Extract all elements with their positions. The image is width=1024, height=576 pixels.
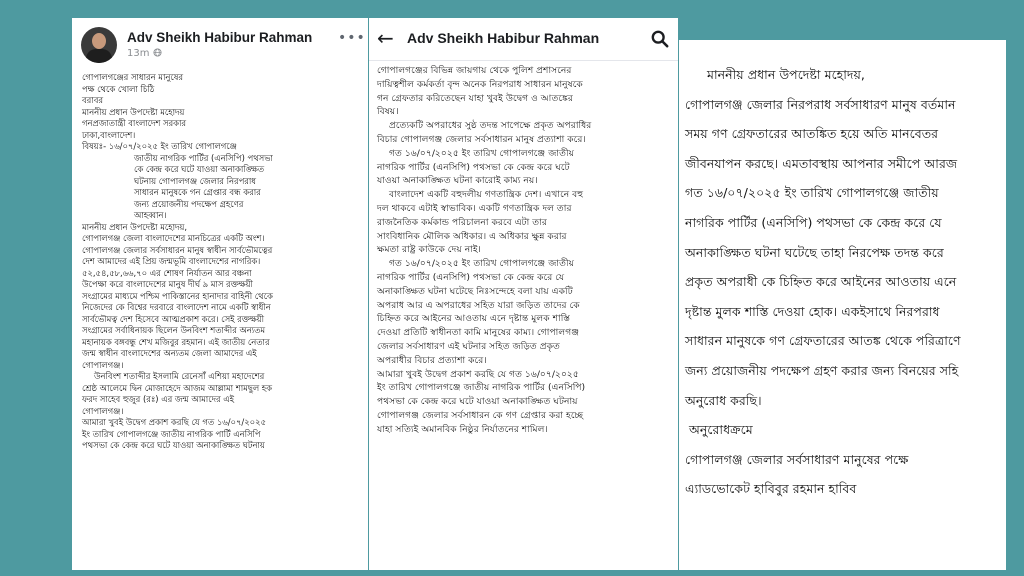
post-text-line: মাননীয় প্রধান উপদেষ্টা মহোদয়, <box>82 221 188 232</box>
post-text-line: গোপালগঞ্জ জেলা বাংলাদেশের মানচিত্রের একটি অংশ। <box>82 233 265 243</box>
viewer-text-line: অনাকাঙ্ক্ষিত ঘটনা ঘটেছে নিঃসন্দেহে বলা যায় একটি <box>377 285 573 297</box>
letter-panel <box>679 40 1006 570</box>
viewer-text-line: বিষয়। <box>377 106 399 118</box>
viewer-text-line: জেলার সর্বসাধারণ এই ঘটনার সহিত জড়িত প্রকৃত <box>377 340 560 352</box>
post-meta <box>127 48 162 59</box>
viewer-text-line: পথসভা কে কেন্দ্র করে ঘটে যাওয়া অনাকাঙ্ক্ষিত ঘটনায় <box>377 396 578 408</box>
viewer-text-line: দেওয়া প্রতিটি স্বাধীনতা কামি মানুষের কাম্য। গোপালগঞ্জ <box>377 327 580 339</box>
letter-text-line: প্রকৃত অপরাধী কে চিহ্নিত করে আইনের আওতায় এনে <box>685 274 957 290</box>
letter-body-text <box>685 60 1006 504</box>
viewer-text-line: গন গ্রেফতার করিতেছেন যাহা খুবই উদ্বেগ ও আতঙ্কের <box>377 92 573 104</box>
globe-icon <box>153 48 162 59</box>
letter-text-line: জন্য প্রয়োজনীয় পদক্ষেপ গ্রহণ করার জন্য বিনয়ের সহি <box>685 362 959 378</box>
post-text-line: গোপালগঞ্জ। <box>82 405 124 416</box>
viewer-text-line: অপরাধীর বিচার প্রত্যাশা করে। <box>377 354 487 366</box>
post-text-line: জাতীয় নাগরিক পার্টির (এনসিপি) পথসভা <box>134 152 273 163</box>
avatar[interactable] <box>81 27 117 63</box>
post-text-line: গোপালগঞ্জ জেলার সর্বসাধারন মানুষ স্বাধীন সার্বভৌমত্বের <box>82 244 273 255</box>
viewer-text-line: বাংলাদেশ একটি বহুদলীয় গণতান্ত্রিক দেশ। এখানে বহু <box>389 189 584 201</box>
post-text-line: দেশ আমাদের এই প্রিয় জন্মভূমি বাংলাদেশের নাগরিক। <box>82 256 261 266</box>
post-text-line: পক্ষ থেকে খোলা চিঠি <box>82 83 155 94</box>
letter-text-line: অনুরোধক্রমে <box>689 422 753 438</box>
post-text-line: সাধারন মানুষকে গন গ্রেপ্তার বন্ধ করার <box>134 187 261 197</box>
viewer-text-line: রাজনৈতিক কর্মকান্ড পরিচালনা করবে এটা তার <box>377 216 547 228</box>
viewer-text-line: ক্ষমতা রাষ্ট্র কাউকে দেয় নাই। <box>377 244 481 256</box>
post-text-line: শ্রেষ্ঠ আলেমে দ্বিন মোজাহেদে আজম আল্লামা শামছুল হক <box>82 382 273 393</box>
viewer-text-line: অপরাধ আর এ অপরাধের সহিত যারা জড়িত তাদের কে <box>377 299 580 311</box>
post-text-line: গোপালগঞ্জের সাধারন মানুষের <box>82 72 183 82</box>
post-text-line: জন্ম স্বাধীন বাংলাদেশের অন্যতম জেলা আমাদের এই <box>82 348 257 358</box>
viewer-text-line: যাহা সত্যিই অমানবিক নিষ্ঠুর নির্যাতনের শামিল। <box>377 423 548 435</box>
viewer-text-line: গত ১৬/০৭/২০২৫ ইং তারিখ গোপালগঞ্জে জাতীয় <box>389 147 575 159</box>
avatar-face <box>92 33 106 49</box>
letter-text-line: জীবনযাপন করছে। এমতাবস্থায় আপনার সমীপে আরজ <box>685 155 958 171</box>
post-time[interactable]: 13m <box>127 48 150 59</box>
viewer-text-line: নাগরিক পার্টির (এনসিপি) পথসভা কে কেন্দ্র করে যে <box>377 271 565 283</box>
viewer-text-line: চিহ্নিত করে আইনের আওতায় এনে দৃষ্টান্ত মুলক শাস্তি <box>377 313 570 325</box>
post-text-line: ৫২,৫৪,৫৮,৬৬,৭০ এর শোষণ নির্যাতন আর বঞ্চনা <box>82 267 252 278</box>
post-author-name[interactable]: Adv Sheikh Habibur Rahman <box>127 30 313 45</box>
viewer-topbar <box>369 18 678 61</box>
post-text-line: বরাবর <box>82 95 103 105</box>
post-body-text <box>82 72 364 452</box>
viewer-text-line: বিচার গোপালগঞ্জ জেলার সর্বসাধারন মানুষ প্রত্যাশা করে। <box>377 133 586 145</box>
viewer-text-line: দায়িত্বশীল কর্মকর্তা বৃন্দ অনেক নিরপরাধ সাধারন মানুষকে <box>377 78 583 90</box>
viewer-text-line: গোপালগঞ্জ জেলার সর্বসাধারন কে গণ গ্রেপ্তার করা হচ্ছে <box>377 409 584 421</box>
post-text-line: সার্বভৌমত্ব দেশ হিসেবে আত্মপ্রকাশ করে। সেই রক্তক্ষয়ী <box>82 313 264 324</box>
viewer-panel <box>369 18 678 570</box>
post-text-line: উনবিংশ শতাব্দীর ইসলামি রেনেসাঁ এশিয়া মহাদেশের <box>94 371 265 381</box>
letter-text-line: মাননীয় প্রধান উপদেষ্টা মহোদয়, <box>707 67 865 82</box>
search-icon[interactable] <box>651 30 669 48</box>
viewer-text-line: আমারা খুবই উদ্বেগ প্রকাশ করছি যে গত ১৬/০৭/২০২৫ <box>377 368 579 380</box>
viewer-text-line: দল থাকবে এটাই স্বাভাবিক। একটি গণতান্ত্রিক দল তার <box>377 202 572 214</box>
letter-text-line: গত ১৬/০৭/২০২৫ ইং তারিখ গোপালগঞ্জে জাতীয় <box>685 185 939 201</box>
post-text-line: বিষয়ঃ- ১৬/০৭/২০২৫ ইং তারিখ গোপালগঞ্জে <box>82 141 237 151</box>
post-text-line: ঢাকা,বাংলাদেশ। <box>82 129 136 140</box>
post-text-line: গনপ্রজাতান্ত্রী বাংলাদেশ সরকার <box>82 118 187 128</box>
viewer-text-line: প্রত্যেকটি অপরাধের সুষ্ঠ তদন্ত সাপেক্ষে প্রকৃত অপরাধির <box>389 120 592 132</box>
letter-text-line: দৃষ্টান্ত মুলক শাস্তি দেওয়া হোক। একইসাথে নিরপরাধ <box>685 303 940 319</box>
viewer-text-line: যাওয়া অনাকাঙ্ক্ষিত ঘটনা কারোই কাম্য নয়। <box>377 175 538 187</box>
viewer-text-line: গোপালগঞ্জের বিভিন্ন জায়গায় থেকে পুলিশ প্রশাসনের <box>377 65 572 76</box>
viewer-text-line: নাগরিক পার্টির (এনসিপি) পথসভা কে কেন্দ্র করে ঘটে <box>377 161 570 173</box>
post-text-line: মহানায়ক বঙ্গবন্ধু শেখ মজিবুর রহমান। এই জাতীয় নেতার <box>82 336 270 347</box>
letter-text-line: অনুরোধ করছি। <box>685 392 762 408</box>
post-text-line: ঘটনায় গোপালগঞ্জ জেলার নিরপরাধ <box>134 175 256 186</box>
viewer-body-text <box>377 64 673 437</box>
post-header <box>72 18 368 68</box>
letter-text-line: নাগরিক পার্টির (এনসিপি) পথসভা কে কেন্দ্র করে যে <box>685 214 942 230</box>
letter-text-line: গোপালগঞ্জ জেলার সর্বসাধারণ মানুষের পক্ষে <box>685 451 909 467</box>
post-text-line: আমারা খুবই উদ্বেগ প্রকাশ করছি যে গত ১৬/০৭/২০২৫ <box>82 417 267 427</box>
letter-text-line: অনাকাঙ্ক্ষিত ঘটনা ঘটেছে তাহা নিরপেক্ষ তদন্ত করে <box>685 244 944 260</box>
more-icon[interactable]: ••• <box>338 30 366 46</box>
avatar-body <box>86 49 112 63</box>
post-text-line: পথসভা কে কেন্দ্র করে ঘটে যাওয়া অনাকাঙ্ক্ষিত ঘটনায় <box>82 440 265 450</box>
post-text-line: জন্য প্রয়োজনীয় পদক্ষেপ গ্রহণের <box>134 198 244 209</box>
letter-text-line: সময় গণ গ্রেফতারের আতঙ্কিত হয়ে অতি মানবেতর <box>685 126 939 142</box>
post-text-line: সংগ্রামের মাধ্যমে পশ্চিম পাকিস্তানের হানাদার বাহিনী থেকে <box>82 290 273 301</box>
post-text-line: ইং তারিখ গোপালগঞ্জে জাতীয় নাগরিক পার্টি এনসিপি <box>82 428 261 439</box>
post-text-line: ফরদ সাহেব হুজুর (রঃ) এর জন্ম আমাদের এই <box>82 394 234 404</box>
viewer-author-name[interactable]: Adv Sheikh Habibur Rahman <box>407 30 600 46</box>
viewer-text-line: গত ১৬/০৭/২০২৫ ইং তারিখ গোপালগঞ্জে জাতীয় <box>389 258 575 270</box>
back-arrow-icon[interactable]: ← <box>377 26 394 50</box>
viewer-text-line: ইং তারিখ গোপালগঞ্জে জাতীয় নাগরিক পার্টির (এনসিপি) <box>377 382 586 394</box>
letter-text-line: এ্যাডভোকেট হাবিবুর রহমান হাবিব <box>685 481 857 497</box>
letter-text-line: গোপালগঞ্জ জেলার নিরপরাধ সর্বসাধারণ মানুষ বর্তমান <box>685 96 956 112</box>
post-text-line: মাননীয় প্রধান উপদেষ্টা মহোদয় <box>82 106 185 117</box>
viewer-text-line: সাংবিধানিক মৌলিক অধিকার। এ অধিকার ক্ষুন্ন করার <box>377 230 567 242</box>
post-text-line: নিজেদের কে বিশ্বের দরবারে বাংলাদেশ নামে একটি স্বাধীন <box>82 302 271 312</box>
post-text-line: গোপালগঞ্জ। <box>82 359 124 370</box>
post-text-line: উপেক্ষা করে বাংলাদেশের মানুষ দীর্ঘ ৯ মাস রক্তক্ষয়ী <box>82 279 253 289</box>
post-text-line: সংগ্রামের সর্বাধিনায়ক ছিলেন উনবিংশ শতাব্দীর অন্যতম <box>82 325 266 335</box>
post-text-line: আহব্বান। <box>134 210 167 220</box>
post-text-line: কে কেন্দ্র করে ঘটে যাওয়া অনাকাঙ্ক্ষিত <box>134 164 265 174</box>
post-panel <box>72 18 368 570</box>
letter-text-line: সাধারন মানুষকে গণ গ্রেফতারের আতঙ্ক থেকে পরিত্রাণে <box>685 333 961 349</box>
